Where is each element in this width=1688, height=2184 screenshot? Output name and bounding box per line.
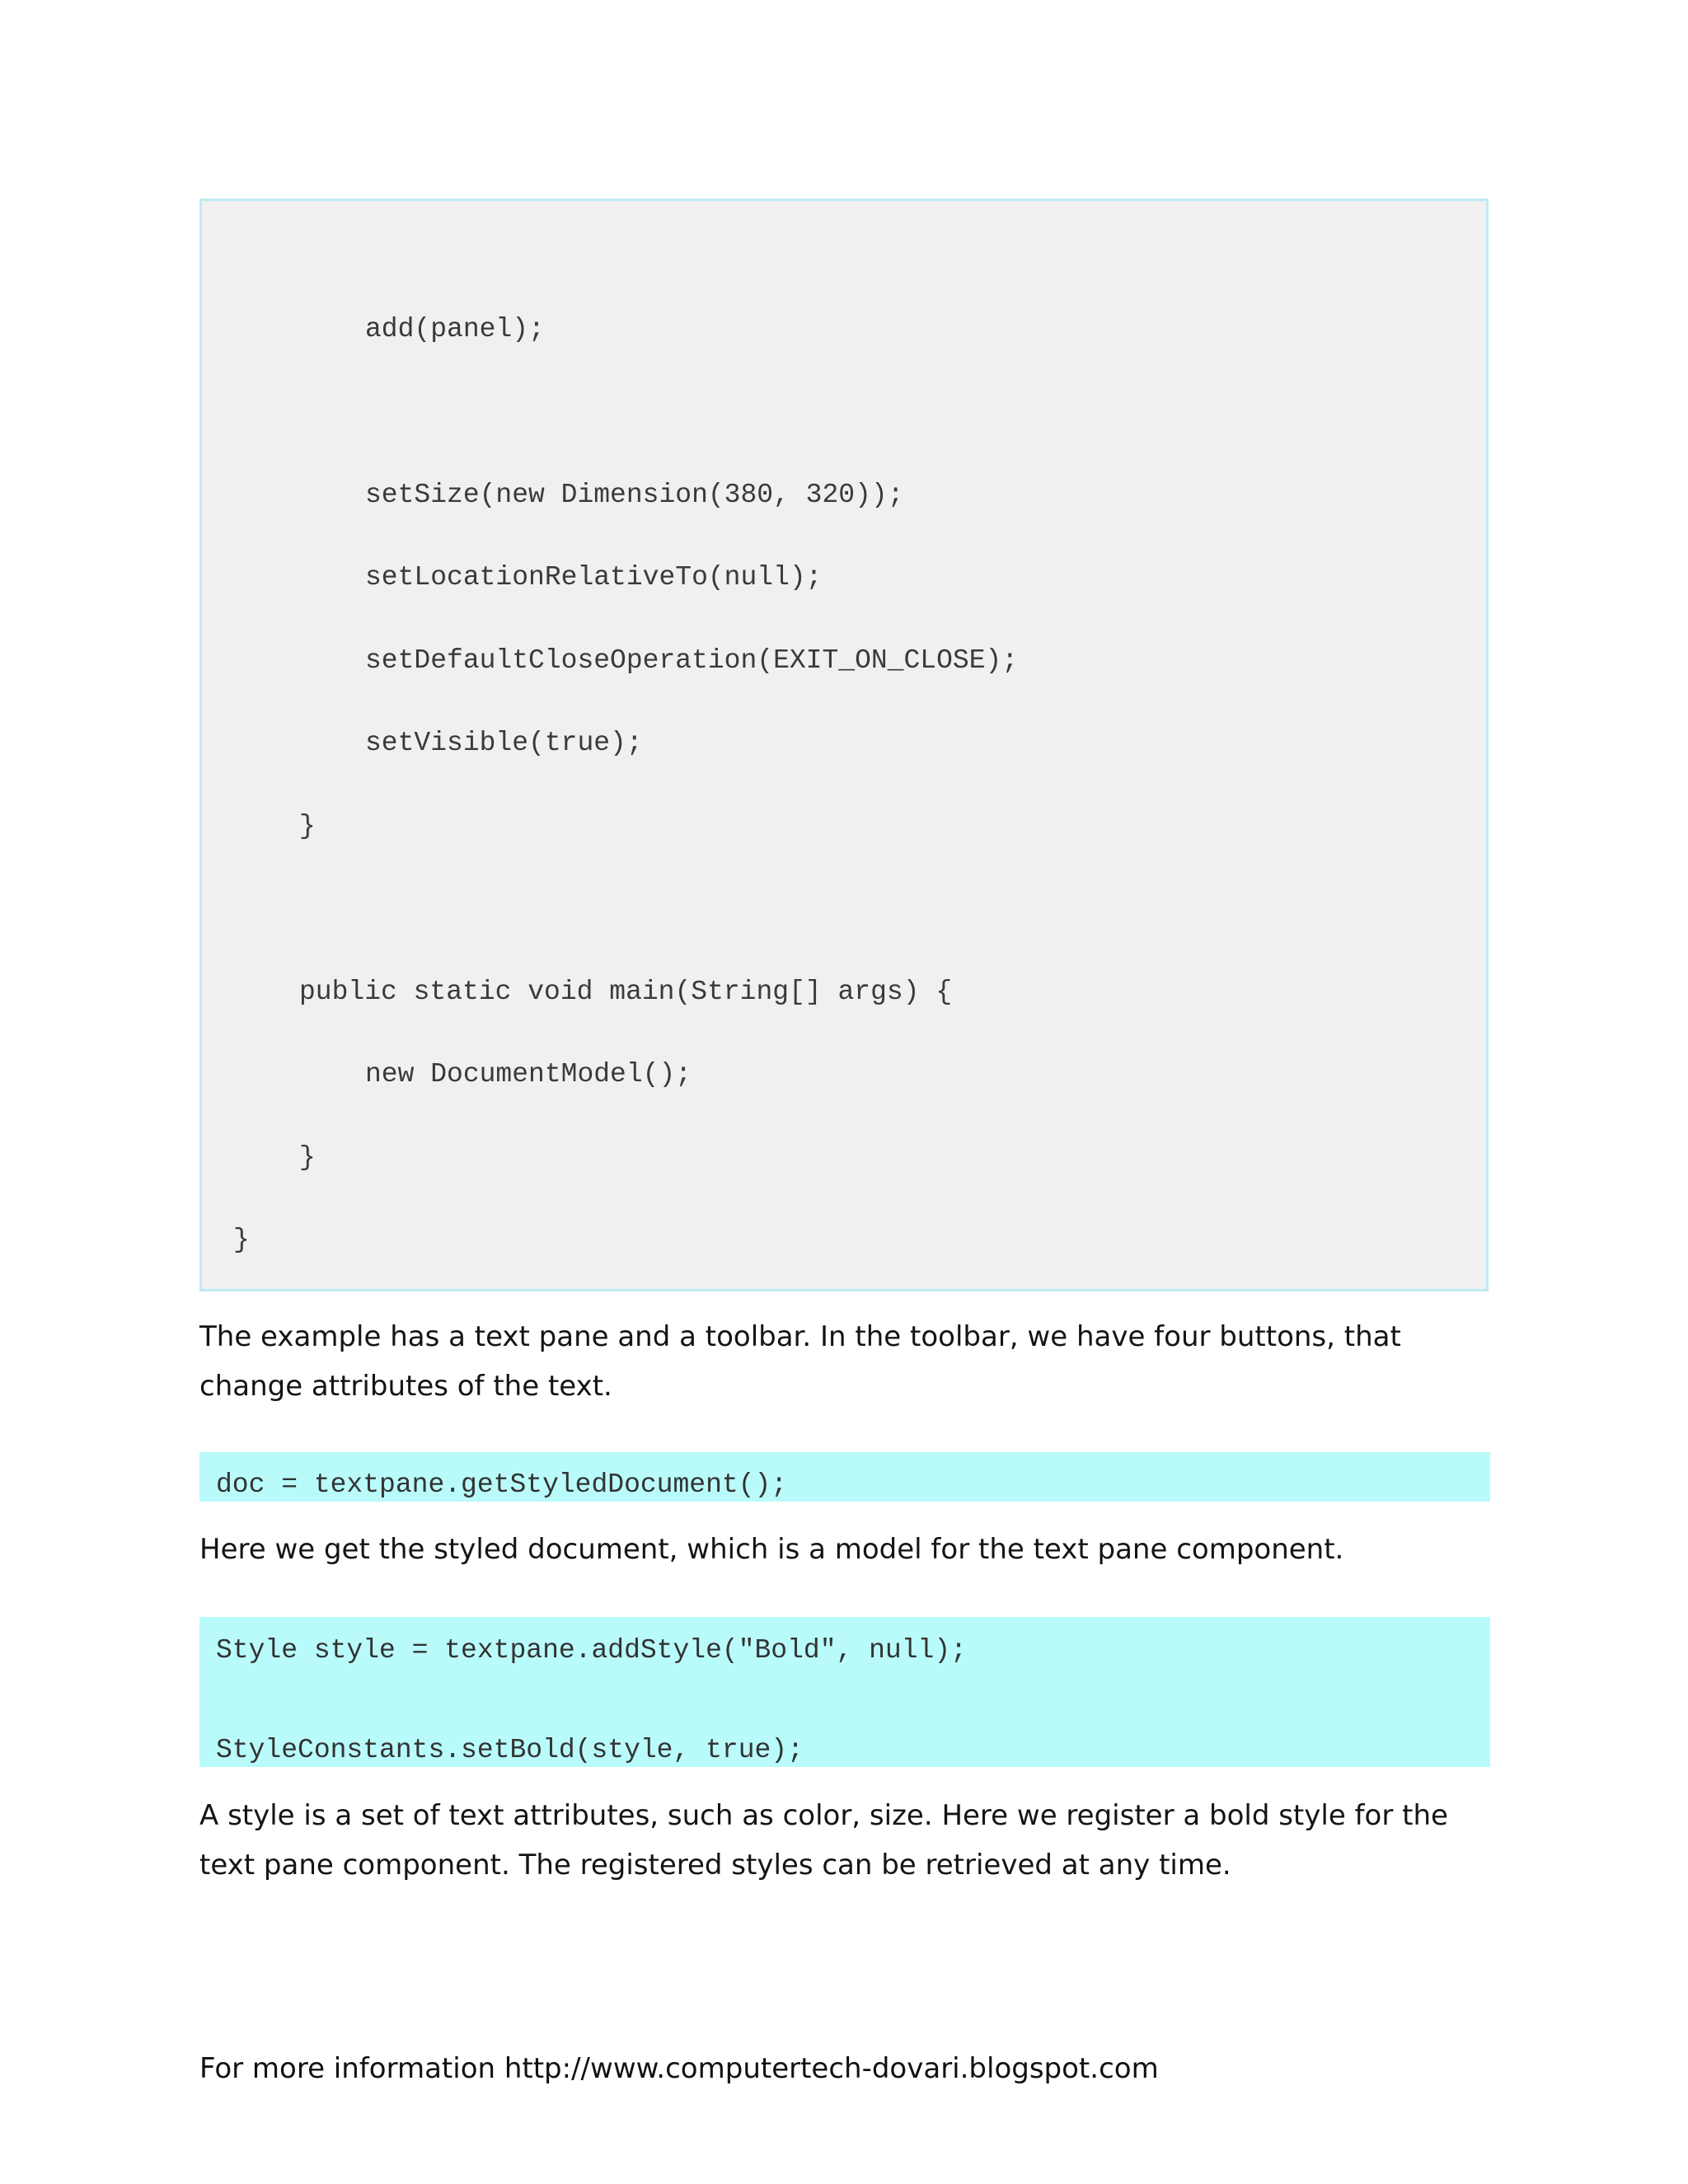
paragraph-line: The example has a text pane and a toolbar. In the toolbar, we have four buttons, that [199,1320,1401,1353]
code-snippet-style [199,1617,1490,1767]
code-line: Style style = textpane.addStyle("Bold", null); [216,1635,967,1666]
paragraph-line: Here we get the styled document, which is a model for the text pane component. [199,1533,1344,1566]
code-line: doc = textpane.getStyledDocument(); [216,1469,788,1500]
footer-text: For more information http://www.computertech-dovari.blogspot.com [199,2052,1159,2085]
code-line: setVisible(true); [365,728,643,758]
paragraph-line: text pane component. The registered styles can be retrieved at any time. [199,1849,1231,1882]
paragraph-line: change attributes of the text. [199,1370,612,1403]
code-line: new DocumentModel(); [365,1059,692,1090]
code-block [199,199,1489,1291]
code-line: add(panel); [365,314,545,344]
code-line: setLocationRelativeTo(null); [365,562,823,593]
paragraph-line: A style is a set of text attributes, such as color, size. Here we register a bold style for the [199,1799,1448,1832]
code-line: setSize(new Dimension(380, 320)); [365,480,904,510]
code-line: } [299,1142,316,1173]
code-line: StyleConstants.setBold(style, true); [216,1735,804,1765]
code-line: } [299,811,316,841]
code-line: setDefaultCloseOperation(EXIT_ON_CLOSE); [365,645,1019,676]
code-line: public static void main(String[] args) { [299,977,953,1007]
code-snippet-doc [199,1452,1490,1502]
code-line: } [233,1225,250,1255]
